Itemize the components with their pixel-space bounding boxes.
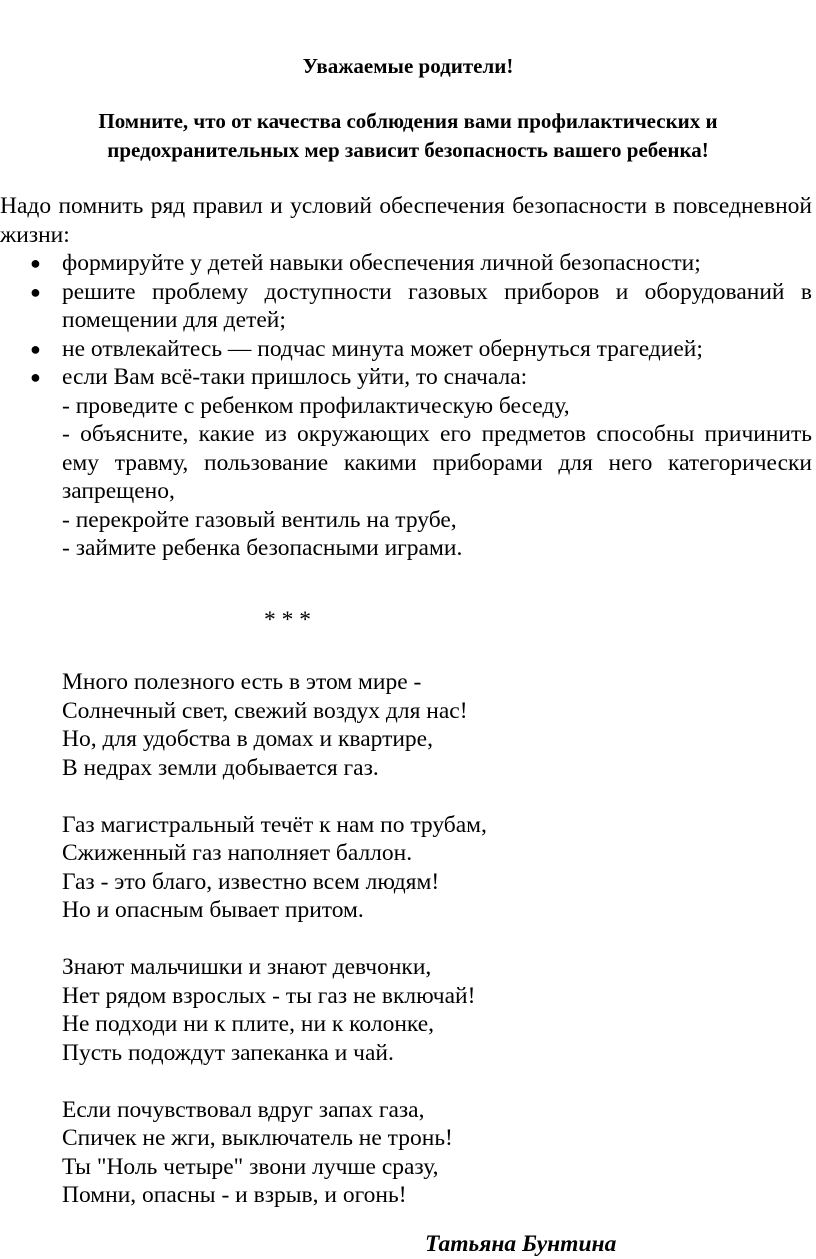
poem-line: Пусть подождут запеканка и чай. bbox=[62, 1039, 394, 1066]
poem-line: Ты "Ноль четыре" звони лучше сразу, bbox=[62, 1153, 439, 1180]
list-item-text: не отвлекайтесь — подчас минута может обернуться трагедией; bbox=[62, 335, 703, 362]
poem-line: Нет рядом взрослых - ты газ не включай! bbox=[62, 982, 476, 1009]
sub-item: - перекройте газовый вентиль на трубе, bbox=[62, 506, 457, 533]
list-item-text: если Вам всё-таки пришлось уйти, то сначала: bbox=[62, 364, 528, 390]
intro-paragraph: Надо помнить ряд правил и условий обеспечения безопасности в повседневной жизни: bbox=[0, 193, 812, 248]
page-title: Уважаемые родители! bbox=[302, 54, 514, 78]
poem-line: Газ магистральный течёт к нам по трубам, bbox=[62, 811, 487, 838]
subtitle: Помните, что от качества соблюдения вами профилактических и предохранительных мер зависит безопасность вашего ребенка! bbox=[98, 109, 718, 162]
poem-stanza bbox=[62, 1096, 487, 1210]
poem-line: Много полезного есть в этом мире - bbox=[62, 669, 422, 695]
poem-line: Газ - это благо, известно всем людям! bbox=[62, 868, 440, 895]
list-item bbox=[0, 335, 812, 364]
poem-line: В недрах земли добывается газ. bbox=[62, 754, 379, 781]
poem bbox=[62, 668, 487, 1238]
sub-item: - займите ребенка безопасными играми. bbox=[62, 535, 463, 561]
author-signature: Татьяна Бунтина bbox=[425, 1231, 617, 1257]
poem-line: Солнечный свет, свежий воздух для нас! bbox=[62, 697, 468, 724]
poem-line: Спичек не жги, выключатель не тронь! bbox=[62, 1125, 453, 1151]
sub-item: - объясните, какие из окружающих его предметов способны причинить ему травму, пользование какими приборами для него категорически запрещено, bbox=[62, 421, 812, 504]
poem-line: Помни, опасны - и взрыв, и огонь! bbox=[62, 1182, 407, 1208]
poem-line: Если почувствовал вдруг запах газа, bbox=[62, 1096, 425, 1123]
separator: * * * bbox=[264, 607, 311, 633]
safety-rules-list bbox=[0, 249, 812, 563]
poem-stanza bbox=[62, 668, 487, 782]
list-item bbox=[0, 249, 812, 278]
poem-line: Знают мальчишки и знают девчонки, bbox=[62, 954, 432, 980]
bullet-icon: ● bbox=[30, 338, 41, 359]
list-item-text: формируйте у детей навыки обеспечения личной безопасности; bbox=[62, 250, 701, 276]
list-item-text: решите проблему доступности газовых приборов и оборудований в помещении для детей; bbox=[62, 278, 812, 333]
poem-line: Не подходи ни к плите, ни к колонке, bbox=[62, 1011, 435, 1037]
bullet-icon: ● bbox=[30, 281, 41, 302]
bullet-icon: ● bbox=[30, 253, 41, 273]
sub-item: - проведите с ребенком профилактическую беседу, bbox=[62, 392, 570, 419]
poem-line: Но и опасным бывает притом. bbox=[62, 897, 364, 923]
poem-line: Сжиженный газ наполняет баллон. bbox=[62, 840, 413, 866]
list-item bbox=[0, 278, 812, 335]
poem-stanza bbox=[62, 811, 487, 925]
bullet-icon: ● bbox=[30, 367, 41, 387]
poem-stanza bbox=[62, 953, 487, 1067]
poem-line: Но, для удобства в домах и квартире, bbox=[62, 726, 433, 752]
list-item bbox=[0, 363, 812, 392]
